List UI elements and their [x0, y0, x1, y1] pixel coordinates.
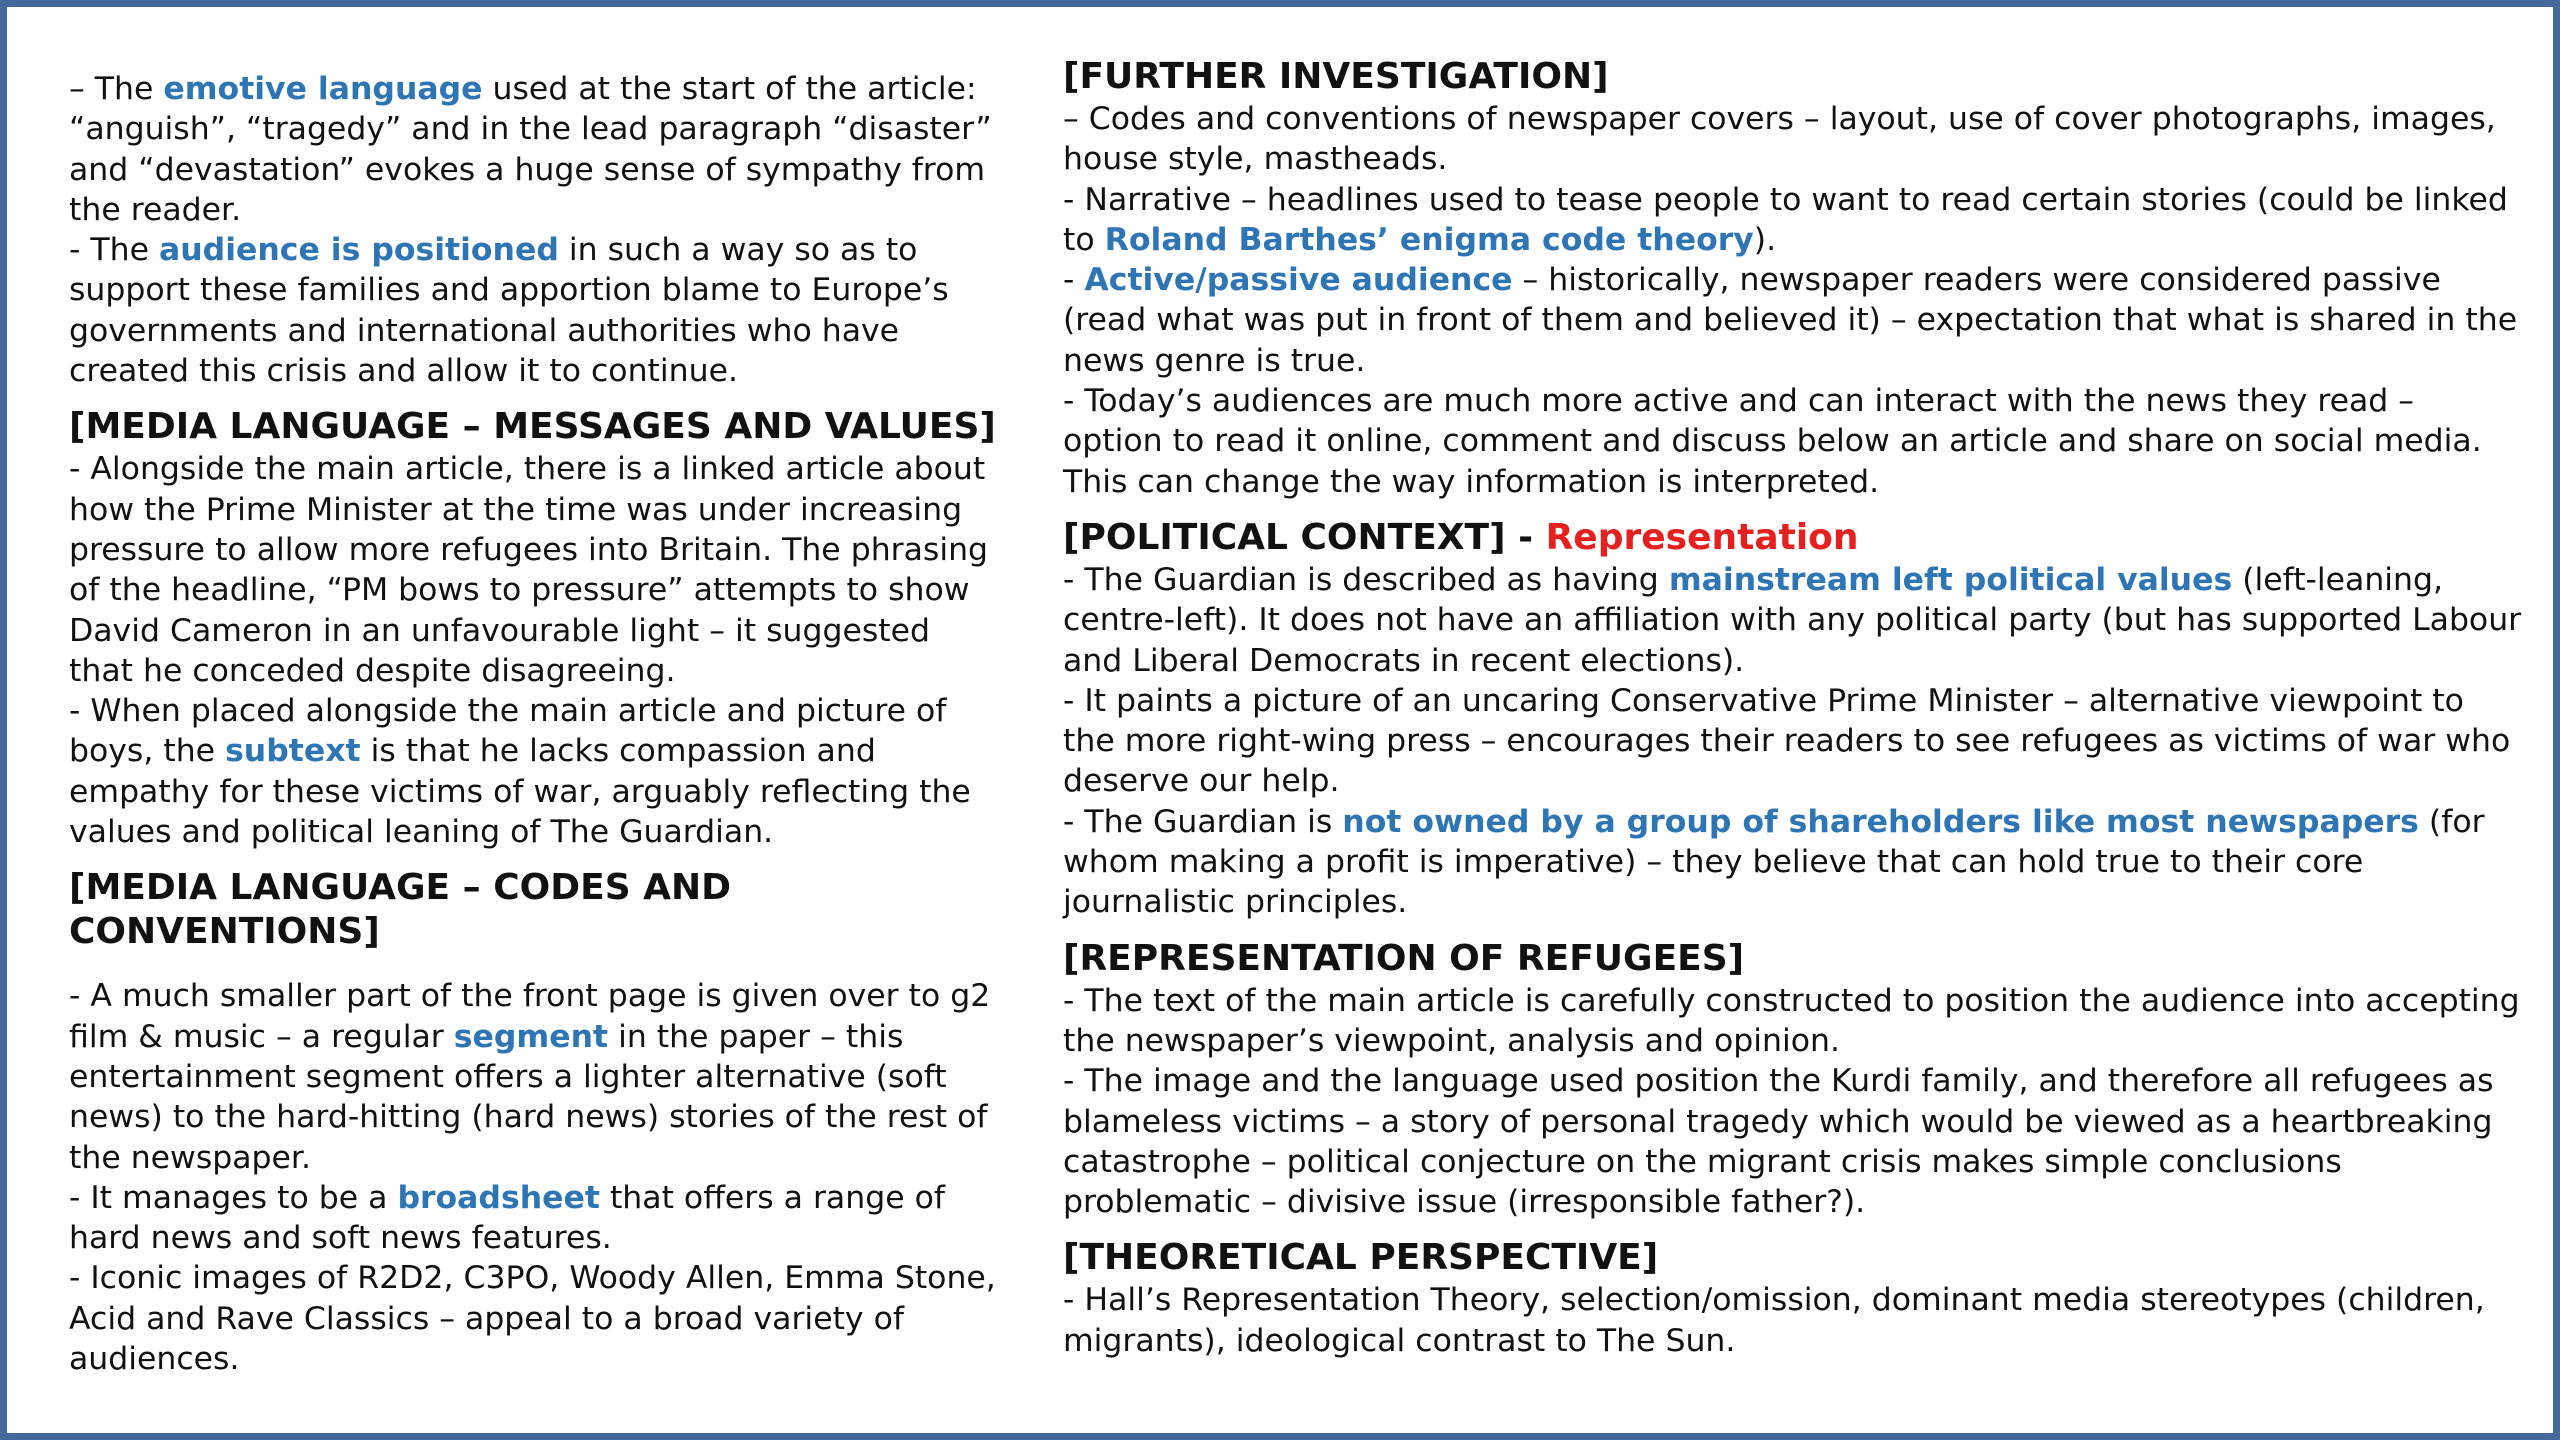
paragraph: - The Guardian is not owned by a group of shareholders like most newspapers (for whom making a profit is imperative) – they believe that can hold true to their core journalistic principles.: [1063, 803, 2485, 921]
paragraph: - Hall’s Representation Theory, selection/omission, dominant media stereotypes (children, migrants), ideological contrast to The Sun.: [1063, 1282, 2485, 1359]
section-heading: [MEDIA LANGUAGE – MESSAGES AND VALUES]: [69, 406, 996, 448]
highlight-term: not owned by a group of shareholders like most newspapers: [1342, 803, 2419, 840]
paragraph: - Narrative – headlines used to tease people to want to read certain stories (could be linked to Roland Barthes’ enigma code theory).: [1063, 181, 2508, 258]
paragraph: – Codes and conventions of newspaper covers – layout, use of cover photographs, images, house style, mastheads.: [1063, 101, 2496, 178]
highlight-term: subtext: [225, 733, 361, 770]
paragraph: - Alongside the main article, there is a linked article about how the Prime Minister at the time was under increasing pressure to allow more refugees into Britain. The phrasing of the headline, “PM bows to pressure” attempts to show David Cameron in an unfavourable light – it suggested that he conceded despite disagreeing.: [69, 451, 989, 689]
highlight-term: broadsheet: [397, 1179, 600, 1216]
theory-section: [1063, 1236, 2523, 1361]
right-column: [1063, 55, 2523, 1361]
highlight-term: emotive language: [163, 71, 483, 107]
highlight-term: audience is positioned: [158, 232, 559, 269]
intro-section: [69, 69, 999, 391]
paragraph: – The emotive language used at the start of the article: “anguish”, “tragedy” and in the lead paragraph “disaster” and “devastation” evokes a huge sense of sympathy from the reader.: [69, 71, 992, 228]
representation-label: Representation: [1545, 516, 1859, 558]
section-heading: [REPRESENTATION OF REFUGEES]: [1063, 937, 1745, 979]
paragraph: - Active/passive audience – historically, newspaper readers were considered passive (read what was put in front of them and believed it) – expectation that what is shared in the news genre is true.: [1063, 262, 2518, 379]
paragraph: - Today’s audiences are much more active and can interact with the news they read – option to read it online, comment and discuss below an article and share on social media. This can change the way information is interpreted.: [1063, 383, 2482, 500]
paragraph: - The image and the language used position the Kurdi family, and therefore all refugees as blameless victims – a story of personal tragedy which would be viewed as a heartbreaking catastrophe – political conjecture on the migrant crisis makes simple conclusions problematic – divisive issue (irresponsible father?).: [1063, 1063, 2494, 1221]
left-column: [69, 69, 999, 1379]
messages-section: [69, 405, 999, 852]
highlight-term: Active/passive audience: [1084, 262, 1513, 299]
political-section: [1063, 516, 2523, 923]
further-section: [1063, 55, 2523, 502]
section-heading: [FURTHER INVESTIGATION]: [1063, 56, 1609, 97]
paragraph: - The text of the main article is carefully constructed to position the audience into accepting the newspaper’s viewpoint, analysis and opinion.: [1063, 982, 2520, 1059]
highlight-term: Roland Barthes’ enigma code theory: [1104, 221, 1754, 258]
paragraph: - It manages to be a broadsheet that offers a range of hard news and soft news features.: [69, 1179, 945, 1257]
paragraph: - The Guardian is described as having mainstream left political values (left-leaning, centre-left). It does not have an affiliation with any political party (but has supported Labour and Liberal Democrats in recent elections).: [1063, 561, 2522, 679]
paragraph: - It paints a picture of an uncaring Conservative Prime Minister – alternative viewpoint to the more right-wing press – encourages their readers to see refugees as victims of war who deserve our help.: [1063, 682, 2511, 800]
codes-section: [69, 866, 999, 1379]
section-heading: [POLITICAL CONTEXT] - Representation: [1063, 516, 1859, 558]
paragraph: - When placed alongside the main article and picture of boys, the subtext is that he lacks compassion and empathy for these victims of war, arguably reflecting the values and political leaning of The Guardian.: [69, 693, 971, 851]
highlight-term: segment: [453, 1018, 609, 1055]
section-heading: [MEDIA LANGUAGE – CODES AND CONVENTIONS]: [69, 867, 732, 953]
refugees-section: [1063, 937, 2523, 1223]
paragraph: - A much smaller part of the front page is given over to g2 film & music – a regular segment in the paper – this entertainment segment offers a lighter alternative (soft news) to the hard-hitting (hard news) stories of the rest of the newspaper.: [69, 978, 991, 1176]
paragraph: - The audience is positioned in such a way so as to support these families and apportion blame to Europe’s governments and international authorities who have created this crisis and allow it to continue.: [69, 232, 949, 390]
paragraph: - Iconic images of R2D2, C3PO, Woody Allen, Emma Stone, Acid and Rave Classics – appeal to a broad variety of audiences.: [69, 1260, 996, 1378]
section-heading: [THEORETICAL PERSPECTIVE]: [1063, 1237, 1659, 1279]
highlight-term: mainstream left political values: [1668, 561, 2233, 598]
